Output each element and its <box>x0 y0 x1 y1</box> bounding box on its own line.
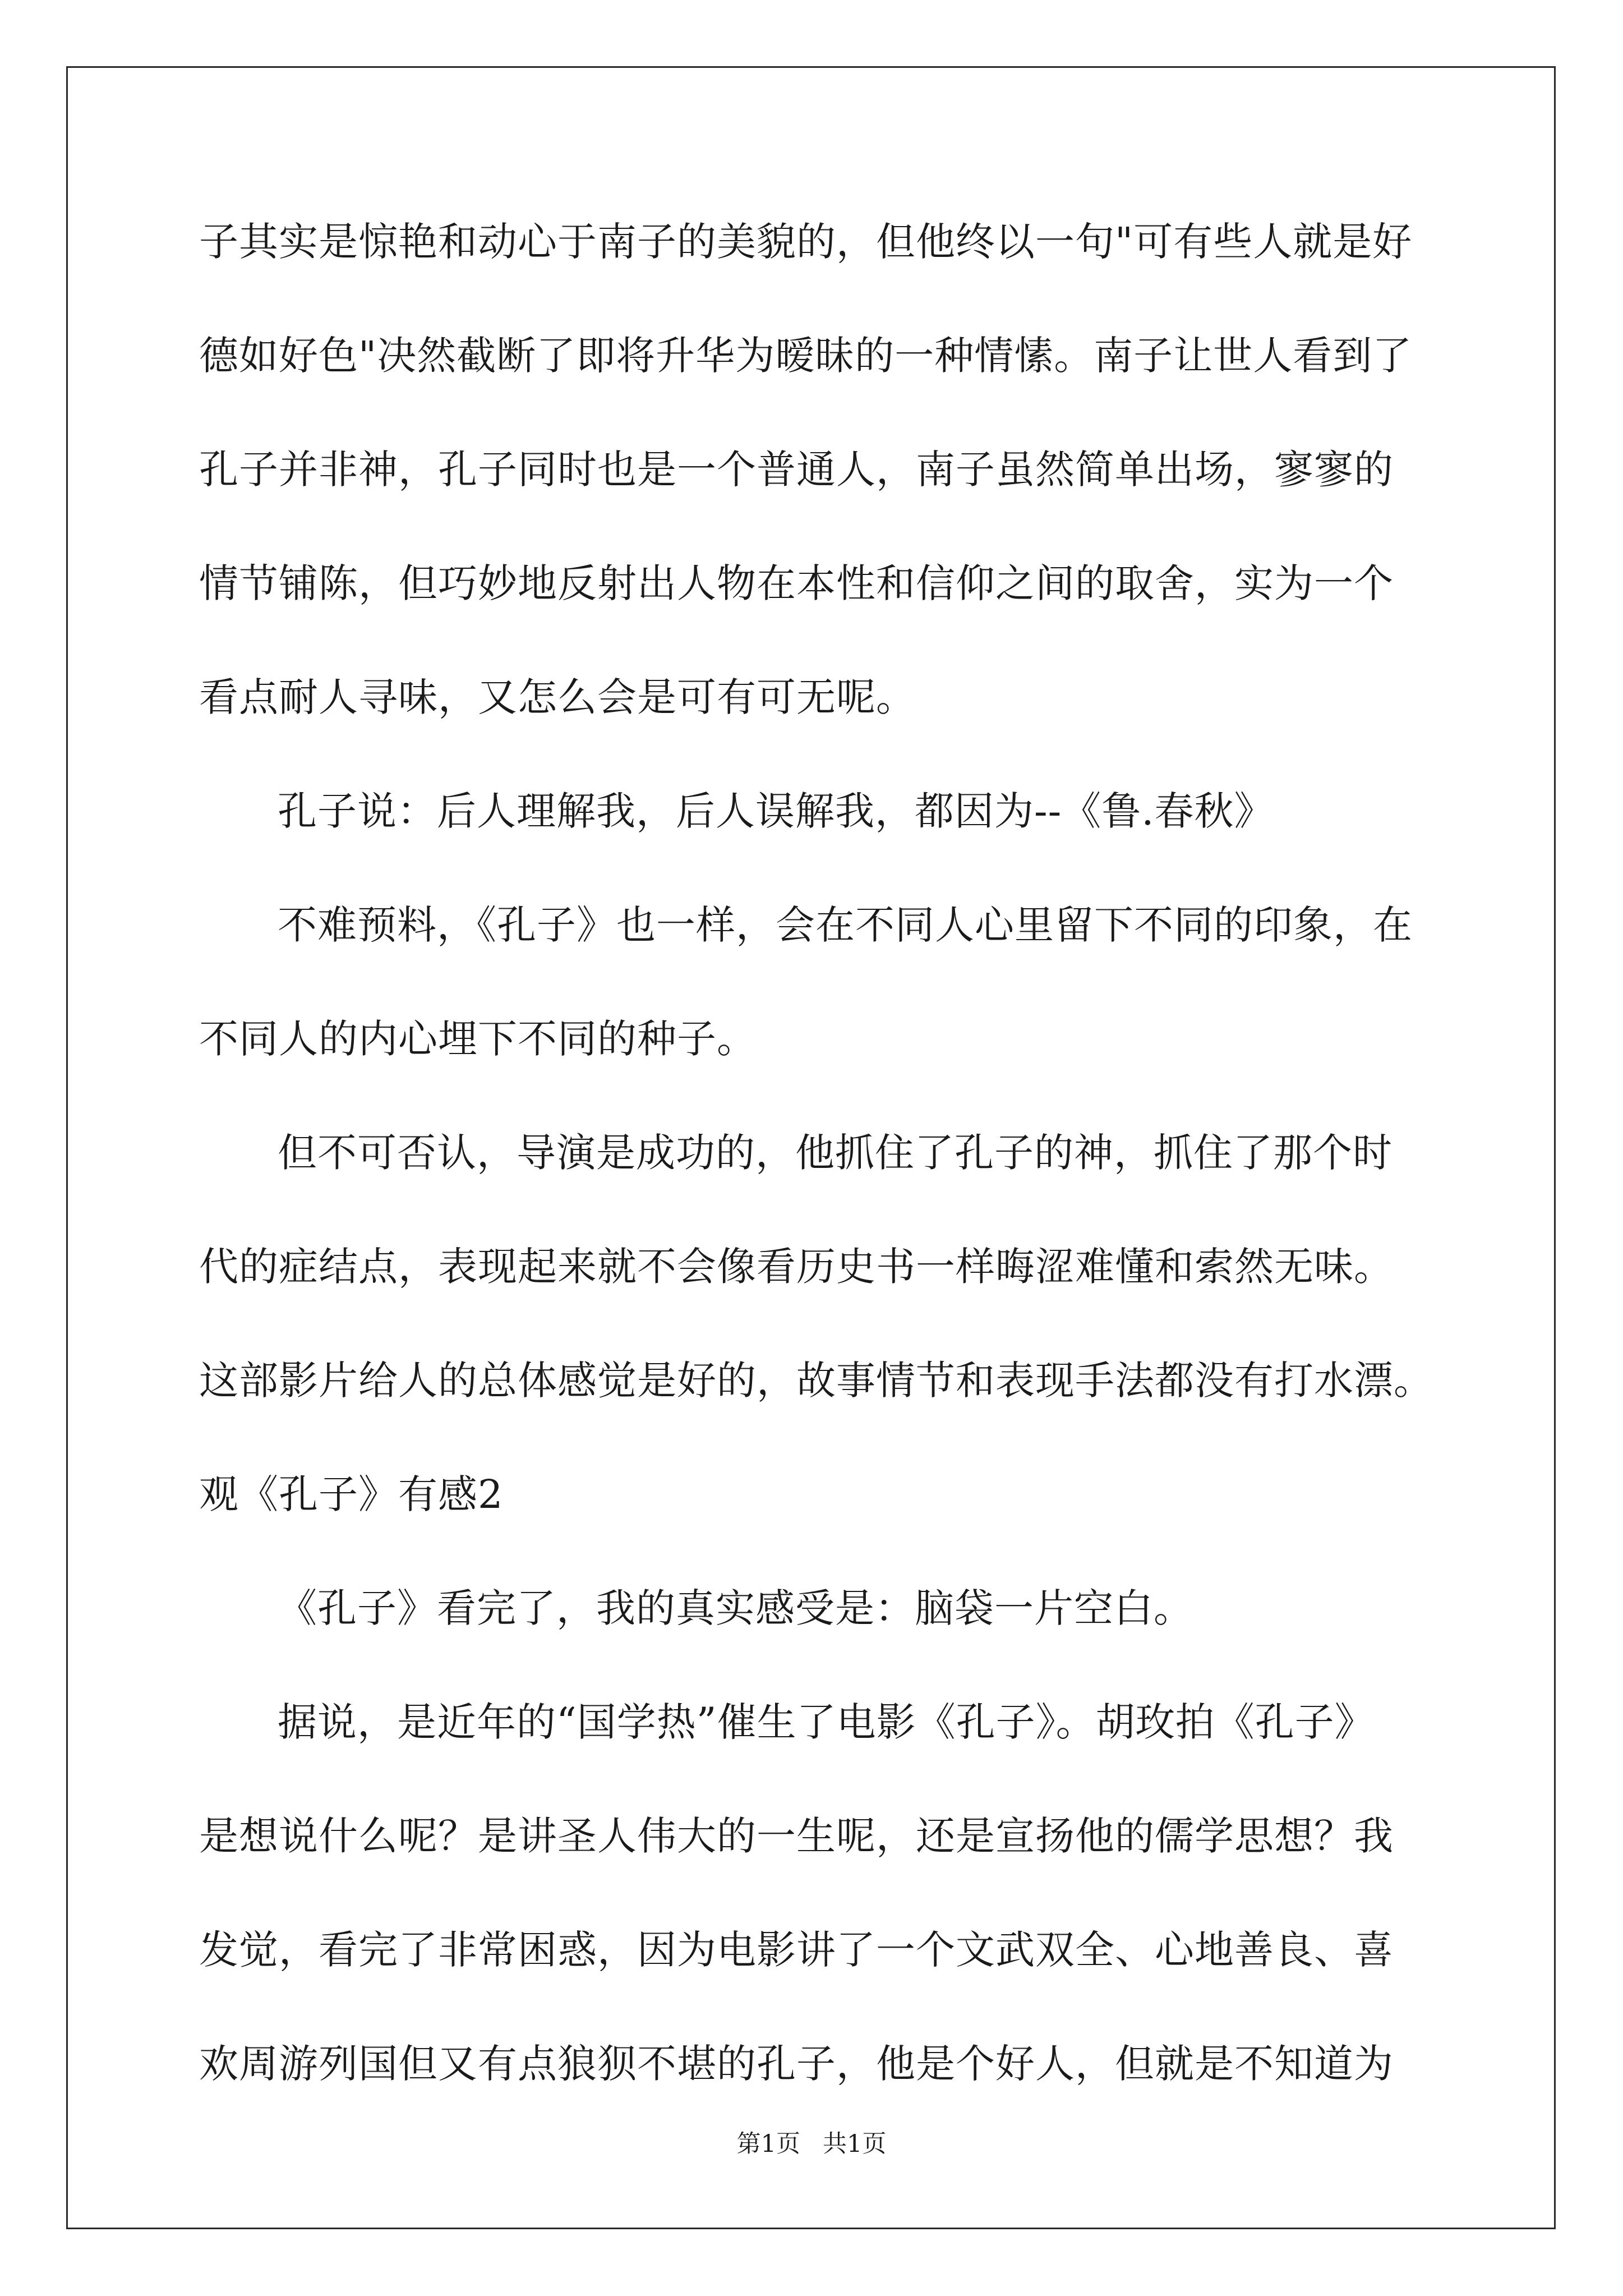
text-line: 这部影片给人的总体感觉是好的，故事情节和表现手法都没有打水漂。 <box>199 1358 1433 1404</box>
text-line: 看点耐人寻味，又怎么会是可有可无呢。 <box>199 674 916 720</box>
page-total: 共1页 <box>823 2130 887 2158</box>
text-line: 不同人的内心埋下不同的种子。 <box>199 1016 757 1062</box>
text-line: 德如好色"决然截断了即将升华为暧昧的一种情愫。南子让世人看到了 <box>199 333 1413 379</box>
text-line: 不难预料，《孔子》也一样，会在不同人心里留下不同的印象，在 <box>278 902 1413 948</box>
text-line: 发觉，看完了非常困惑，因为电影讲了一个文武双全、心地善良、喜 <box>199 1927 1394 1973</box>
text-line: 但不可否认，导演是成功的，他抓住了孔子的神，抓住了那个时 <box>278 1130 1393 1176</box>
section-heading: 观《孔子》有感2 <box>199 1471 504 1517</box>
text-line: 《孔子》看完了，我的真实感受是：脑袋一片空白。 <box>278 1585 1193 1631</box>
text-line: 欢周游列国但又有点狼狈不堪的孔子，他是个好人，但就是不知道为 <box>199 2041 1394 2087</box>
text-line: 据说，是近年的“国学热”催生了电影《孔子》。胡玫拍《孔子》 <box>278 1699 1375 1745</box>
page-number: 第1页 <box>736 2130 800 2158</box>
text-line: 孔子说：后人理解我，后人误解我，都因为--《鲁.春秋》 <box>278 788 1274 834</box>
text-line: 子其实是惊艳和动心于南子的美貌的，但他终以一句"可有些人就是好 <box>199 219 1413 265</box>
text-line: 代的症结点，表现起来就不会像看历史书一样晦涩难懂和索然无味。 <box>199 1244 1394 1290</box>
page-footer <box>0 2125 1623 2159</box>
text-line: 孔子并非神，孔子同时也是一个普通人，南子虽然简单出场，寥寥的 <box>199 447 1394 493</box>
text-line: 情节铺陈，但巧妙地反射出人物在本性和信仰之间的取舍，实为一个 <box>199 560 1394 606</box>
text-line: 是想说什么呢？是讲圣人伟大的一生呢，还是宣扬他的儒学思想？我 <box>199 1813 1394 1859</box>
document-body <box>199 185 1461 2121</box>
